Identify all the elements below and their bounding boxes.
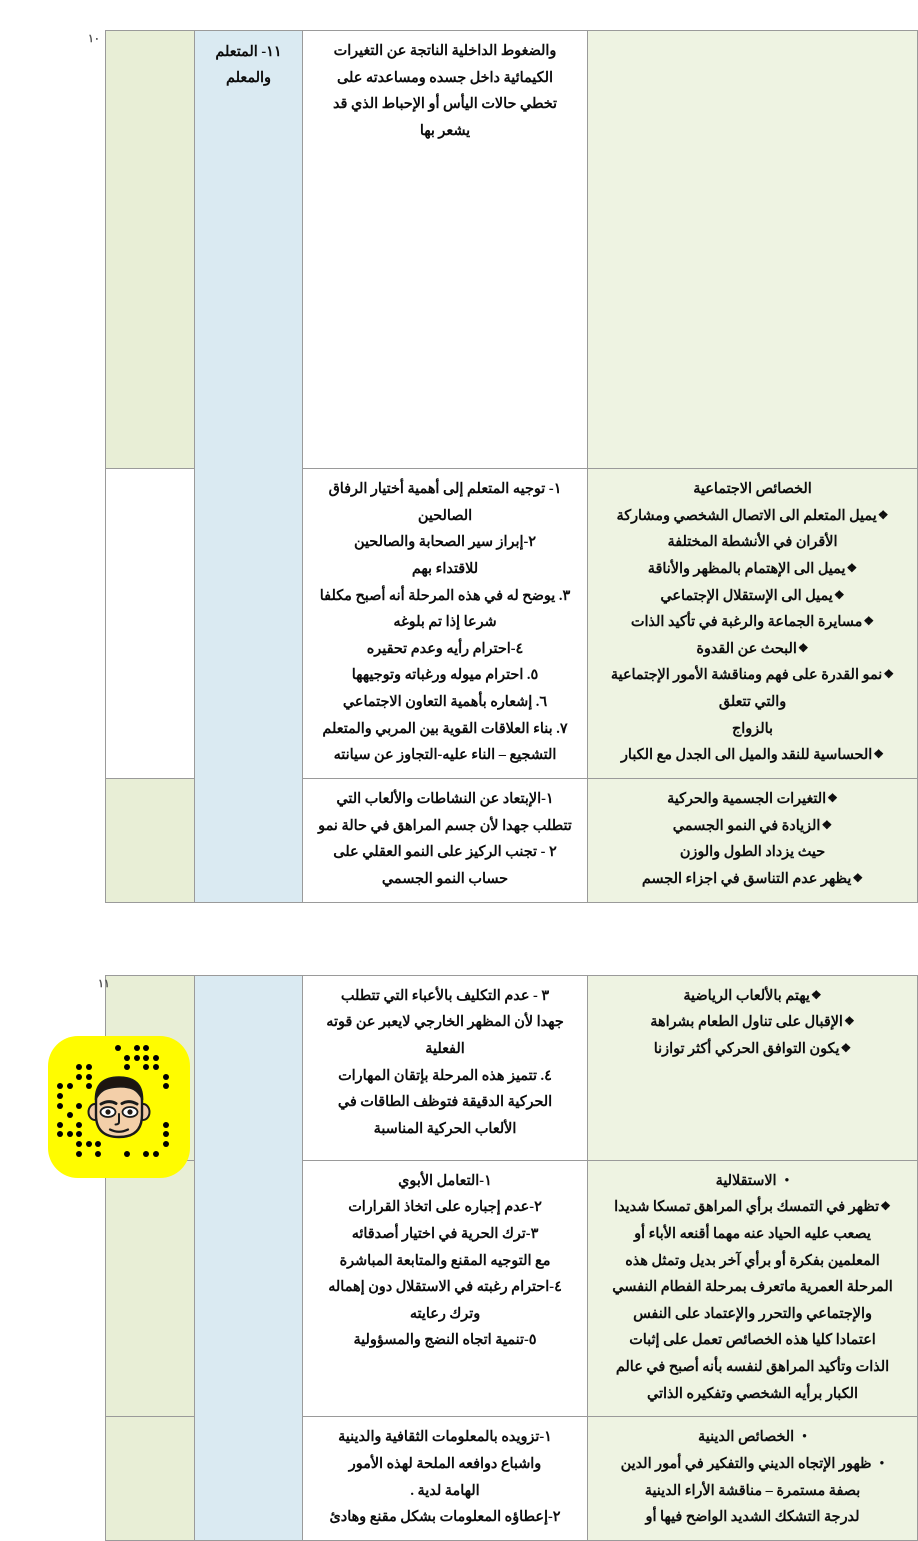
text-line: ٣ - عدم التكليف بالأعباء التي تتطلب bbox=[340, 987, 550, 1004]
text-line: والإجتماعي والتحرر والإعتماد على النفس bbox=[633, 1305, 872, 1322]
cell-side-green-bottom bbox=[106, 1417, 195, 1541]
text-line: حساب النمو الجسمي bbox=[381, 870, 509, 887]
cell-guidance bbox=[303, 1160, 588, 1417]
text-line: حيث يزداد الطول والوزن bbox=[679, 844, 826, 861]
characteristics-text bbox=[597, 1424, 908, 1531]
text-line: الحركية الدقيقة فتوظف الطاقات في bbox=[337, 1094, 553, 1111]
snapcode-dot bbox=[76, 1131, 82, 1137]
text-line: ❖ الإقبال على تناول الطعام بشراهة bbox=[597, 1009, 908, 1036]
snapcode-dot bbox=[143, 1055, 149, 1061]
guidance-text bbox=[312, 1168, 578, 1354]
cell-stage-label-page2 bbox=[195, 975, 303, 1540]
snapcode-dot bbox=[67, 1112, 73, 1118]
cell-characteristics bbox=[588, 975, 918, 1160]
text-line: ٢ - تجنب الركيز على النمو العقلي على bbox=[333, 844, 557, 861]
text-line: الهامة لدية . bbox=[410, 1482, 480, 1499]
guidance-text bbox=[312, 786, 578, 893]
section-heading: ● الخصائص الدينية bbox=[597, 1424, 908, 1451]
text-line: ❖ الزيادة في النمو الجسمي bbox=[597, 813, 908, 840]
text-line: الصالحين bbox=[417, 507, 473, 524]
text-line: ٥-تنمية اتجاه النضج والمسؤولية bbox=[353, 1332, 537, 1349]
snapchat-snapcode-overlay[interactable] bbox=[48, 1036, 190, 1178]
text-line: ١-تزويده بالمعلومات الثقافية والدينية bbox=[338, 1429, 552, 1446]
snapcode-dot bbox=[163, 1074, 169, 1080]
text-line: ❖ تظهر في التمسك برأي المراهق تمسكا شديدا bbox=[597, 1194, 908, 1221]
text-line: جهدا لأن المظهر الخارجي لايعبر عن قوته bbox=[326, 1014, 564, 1031]
snapcode-dot bbox=[115, 1045, 121, 1051]
document-page-1 bbox=[0, 30, 918, 903]
text-line: والتي تتعلق bbox=[718, 694, 787, 711]
text-line: ٣. يوضح له في هذه المرحلة أنه أصبح مكلفا bbox=[319, 587, 571, 604]
snapcode-dot bbox=[57, 1122, 63, 1128]
snapcode-dot bbox=[76, 1151, 82, 1157]
text-line: ● ظهور الإتجاه الديني والتفكير في أمور الدين bbox=[597, 1451, 908, 1478]
stage-label-text: ١١- المتعلم والمعلم bbox=[215, 44, 282, 86]
text-line: الكبار برأيه الشخصي وتفكيره الذاتي bbox=[647, 1385, 858, 1402]
text-line: ❖ يميل الى الإهتمام بالمظهر والأناقة bbox=[597, 556, 908, 583]
snapcode-dot bbox=[76, 1064, 82, 1070]
cell-characteristics bbox=[588, 1160, 918, 1417]
snapcode-dot bbox=[143, 1151, 149, 1157]
text-line: شرعا إذا تم بلوغه bbox=[393, 614, 497, 631]
cell-characteristics bbox=[588, 469, 918, 779]
guidance-text bbox=[312, 1424, 578, 1531]
text-line: ٣-ترك الحرية في اختيار أصدقائه bbox=[351, 1225, 539, 1242]
cell-characteristics bbox=[588, 1417, 918, 1541]
cell-guidance bbox=[303, 779, 588, 903]
text-line: ٤-احترام رغبته في الاستقلال دون إهماله bbox=[328, 1279, 562, 1296]
snapcode-dot bbox=[124, 1151, 130, 1157]
guidance-text bbox=[312, 38, 578, 145]
snapcode-dot bbox=[143, 1045, 149, 1051]
text-line: مع التوجيه المقنع والمتابعة المباشرة bbox=[339, 1252, 551, 1269]
page-number-2: ١١ bbox=[98, 977, 110, 990]
snapcode-dot bbox=[153, 1055, 159, 1061]
text-line: ❖ يميل المتعلم الى الاتصال الشخصي ومشاركة bbox=[597, 503, 908, 530]
text-line: ٦. إشعاره بأهمية التعاون الاجتماعي bbox=[342, 694, 548, 711]
snapcode-dot bbox=[76, 1074, 82, 1080]
snapcode-dot bbox=[76, 1122, 82, 1128]
text-line: المعلمين بفكرة أو برأي آخر بديل وتمثل هذه bbox=[625, 1252, 880, 1269]
snapcode-dot bbox=[124, 1055, 130, 1061]
text-line: ❖ مسايرة الجماعة والرغبة في تأكيد الذات bbox=[597, 609, 908, 636]
text-line: ٢-إبراز سير الصحابة والصالحين bbox=[354, 534, 536, 551]
cell-side-green-middle bbox=[106, 1160, 195, 1417]
cell-guidance bbox=[303, 31, 588, 469]
cell-characteristics bbox=[588, 779, 918, 903]
snapcode-dot bbox=[67, 1131, 73, 1137]
section-heading: ● الاستقلالية bbox=[597, 1168, 908, 1195]
snapcode-icon[interactable] bbox=[48, 1036, 190, 1178]
text-line: الفعلية bbox=[425, 1040, 465, 1057]
snapcode-dot bbox=[124, 1064, 130, 1070]
cell-guidance bbox=[303, 975, 588, 1160]
text-line: ❖ نمو القدرة على فهم ومناقشة الأمور الإجتماعية bbox=[597, 662, 908, 689]
text-line: الأقران في الأنشطة المختلفة bbox=[667, 534, 838, 551]
text-line: تتطلب جهدا لأن جسم المراهق في حالة نمو bbox=[318, 817, 572, 834]
characteristics-text bbox=[597, 476, 908, 769]
snapcode-dot bbox=[163, 1083, 169, 1089]
snapcode-dot bbox=[57, 1093, 63, 1099]
text-line: بالزواج bbox=[732, 720, 773, 737]
guidance-text bbox=[312, 983, 578, 1143]
text-line: ١-الإبتعاد عن النشاطات والألعاب التي bbox=[336, 791, 554, 808]
text-line: تخطي حالات اليأس أو الإحباط الذي قد bbox=[332, 96, 558, 113]
snapcode-dot bbox=[163, 1131, 169, 1137]
characteristics-text bbox=[597, 1168, 908, 1408]
snapcode-dot bbox=[134, 1045, 140, 1051]
text-line: ❖ يهتم بالألعاب الرياضية bbox=[597, 983, 908, 1010]
text-line: ٧. بناء العلاقات القوية بين المربي والمتعلم bbox=[322, 720, 568, 737]
section-heading: الخصائص الاجتماعية bbox=[693, 481, 812, 497]
text-line: ١- توجيه المتعلم إلى أهمية أختيار الرفاق bbox=[328, 481, 562, 497]
text-line: ٢-عدم إجباره على اتخاذ القرارات bbox=[348, 1199, 542, 1216]
cell-guidance bbox=[303, 1417, 588, 1541]
snapcode-dot bbox=[57, 1083, 63, 1089]
text-line: ❖ البحث عن القدوة bbox=[597, 636, 908, 663]
content-table-page-2 bbox=[105, 975, 918, 1541]
text-line: التشجيع – الناء عليه-التجاوز عن سيانته bbox=[333, 747, 557, 764]
snapcode-dot bbox=[95, 1151, 101, 1157]
text-line: ١-التعامل الأبوي bbox=[398, 1172, 492, 1189]
snapcode-dot bbox=[76, 1141, 82, 1147]
characteristics-text bbox=[597, 983, 908, 1063]
text-line: ❖ الحساسية للنقد والميل الى الجدل مع الكبار bbox=[597, 742, 908, 769]
page-separator bbox=[0, 903, 918, 947]
cell-stage-label bbox=[195, 31, 303, 903]
snapcode-dot bbox=[163, 1141, 169, 1147]
snapcode-dot bbox=[57, 1131, 63, 1137]
content-table-page-1 bbox=[105, 30, 918, 903]
text-line: ❖ التغيرات الجسمية والحركية bbox=[597, 786, 908, 813]
text-line: يشعر بها bbox=[419, 122, 471, 139]
text-line: اعتمادا كليا هذه الخصائص تعمل على إثبات bbox=[629, 1332, 876, 1349]
bitmoji-avatar-icon bbox=[86, 1071, 152, 1143]
text-line: ٢-إعطاؤه المعلومات بشكل مقنع وهادئ bbox=[329, 1509, 561, 1526]
cell-side-green-top bbox=[106, 31, 195, 469]
text-line: لدرجة التشكك الشديد الواضح فيها أو bbox=[645, 1509, 860, 1526]
snapcode-dot bbox=[76, 1103, 82, 1109]
snapcode-dot bbox=[134, 1055, 140, 1061]
cell-characteristics bbox=[588, 31, 918, 469]
text-line: واشباع دوافعه الملحة لهذه الأمور bbox=[348, 1456, 542, 1473]
characteristics-text bbox=[597, 786, 908, 893]
table-row bbox=[106, 31, 918, 469]
snapcode-dot bbox=[57, 1103, 63, 1109]
text-line: والضغوط الداخلية الناتجة عن التغيرات bbox=[333, 43, 557, 59]
snapcode-dot bbox=[153, 1064, 159, 1070]
guidance-text bbox=[312, 476, 578, 769]
text-line: المرحلة العمرية ماتعرف بمرحلة الفطام النفسي bbox=[612, 1279, 893, 1296]
text-line: للاقتداء بهم bbox=[411, 560, 479, 577]
snapcode-dot bbox=[67, 1083, 73, 1089]
text-line: وترك رعايته bbox=[409, 1305, 481, 1322]
text-line: ٥. احترام ميوله ورغباته وتوجيهها bbox=[351, 667, 539, 684]
snapcode-dot bbox=[143, 1064, 149, 1070]
cell-guidance bbox=[303, 469, 588, 779]
text-line: الألعاب الحركية المناسبة bbox=[373, 1120, 517, 1137]
page-number-1: ١٠ bbox=[88, 33, 100, 45]
text-line: الكيمائية داخل جسده ومساعدته على bbox=[337, 69, 553, 86]
text-line: ❖ يميل الى الإستقلال الإجتماعي bbox=[597, 583, 908, 610]
text-line: الذات وتأكيد المراهق لنفسه بأنه أصبح في عالم bbox=[615, 1359, 890, 1376]
text-line: ٤. تتميز هذه المرحلة بإتقان المهارات bbox=[338, 1067, 552, 1084]
text-line: ٤-احترام رأيه وعدم تحقيره bbox=[366, 640, 524, 657]
text-line: ❖ يكون التوافق الحركي أكثر توازنا bbox=[597, 1036, 908, 1063]
text-line: ❖ يظهر عدم التناسق في اجزاء الجسم bbox=[597, 866, 908, 893]
snapcode-dot bbox=[86, 1064, 92, 1070]
snapcode-dot bbox=[153, 1151, 159, 1157]
cell-side-green-bottom bbox=[106, 779, 195, 903]
snapcode-dot bbox=[163, 1122, 169, 1128]
text-line: بصفة مستمرة – مناقشة الأراء الدينية bbox=[644, 1482, 861, 1499]
text-line: يصعب عليه الحياد عنه مهما أقنعه الأباء أو bbox=[634, 1225, 871, 1242]
table-row bbox=[106, 975, 918, 1160]
